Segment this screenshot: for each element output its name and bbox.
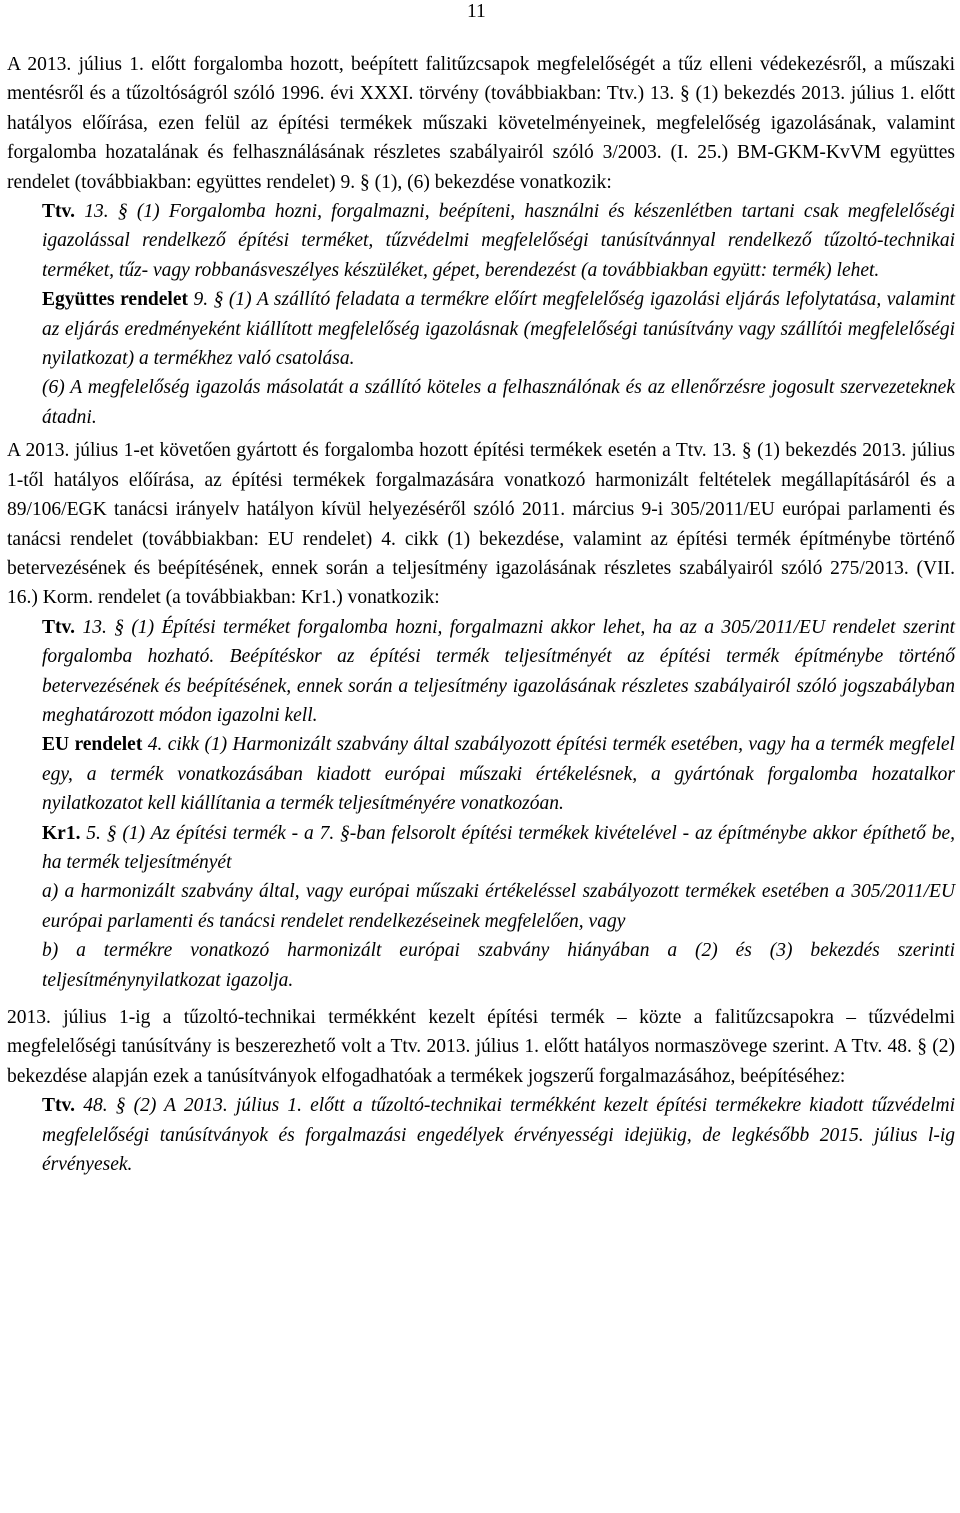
quote-text: 48. § (2) A 2013. július 1. előtt a tűzoltó-technikai termékként kezelt építési termékekre kiadott tűzvédelmi megfelelőségi tanúsítványok és forgalmazási engedélyek érvényességi idejükig, de legkésőbb 2015. július l-ig érvényesek.	[42, 1095, 955, 1176]
quote-eu-rendelet	[7, 730, 955, 818]
quote-text: 9. § (1) A szállító feladata a termékre előírt megfelelőség igazolási eljárás lefolytatása, valamint az eljárás eredményeként kiállított megfelelőség igazolásnak (megfelelőségi tanúsítvány vagy szállítói megfelelőségi nyilatkozat) a termékhez való csatolása.	[42, 289, 955, 370]
quote-source-label: EU rendelet	[42, 734, 143, 756]
quote-text: 13. § (1) Építési terméket forgalomba hozni, forgalmazni akkor lehet, ha az a 305/2011/EU rendelet szerint forgalomba hozható. Beépítéskor az építési termék teljesítményét az építési termék építménybe történő betervezésének és beépítésének, ennek során a teljesítmény igazolásának részletes szabályairól szóló jogszabályban meghatározott módon igazolni kell.	[42, 616, 955, 726]
quote-egyuttes-rendelet	[7, 285, 955, 373]
quote-ttv-13-new	[7, 613, 955, 731]
quote-egyuttes-rendelet-6: (6) A megfelelőség igazolás másolatát a szállító köteles a felhasználónak és az ellenőrzésre jogosult szervezeteknek átadni.	[42, 377, 955, 428]
paragraph-ttv-intro: A 2013. július 1. előtt forgalomba hozott, beépített falitűzcsapok megfelelőségét a tűz elleni védekezésről, a műszaki mentésről és a tűzoltóságról szóló 1996. évi XXXI. törvény (továbbiakban: Ttv.) 13. § (1) bekezdés 2013. július 1. előtt hatályos előírása, ezen felül az építési termékek műszaki követelményeinek, megfelelőség igazolásának, valamint forgalomba hozatalának és felhasználásának részletes szabályairól szóló 3/2003. (I. 25.) BM-GKM-KvVM együttes rendelet (továbbiakban: együttes rendelet) 9. § (1), (6) bekezdése vonatkozik:	[7, 54, 955, 193]
quote-text: 13. § (1) Forgalomba hozni, forgalmazni, beépíteni, használni és készenlétben tartani csak megfelelőségi igazolással rendelkező építési terméket, tűzvédelmi megfelelőségi tanúsítvánnyal rendelkező tűzoltó-technikai terméket, tűz- vagy robbanásveszélyes készüléket, gépet, berendezést (a továbbiakban együtt: termék) lehet.	[42, 201, 955, 281]
paragraph-eu-intro: A 2013. július 1-et követően gyártott és forgalomba hozott építési termékek esetén a Ttv. 13. § (1) bekezdés 2013. július 1-től hatályos előírása, az építési termékek forgalmazására vonatkozó harmonizált feltételek megállapításáról és a 89/106/EGK tanácsi irányelv hatályon kívül helyezéséről szóló 2011. március 9-i 305/2011/EU európai parlamenti és tanácsi rendelet (továbbiakban: EU rendelet) 4. cikk (1) bekezdése, valamint az építési termék építménybe történő betervezésének és beépítésének, ennek során a teljesítmény igazolásának részletes szabályairól szóló 275/2013. (VII. 16.) Korm. rendelet (a továbbiakban: Kr1.) vonatkozik:	[7, 440, 955, 609]
page-number: 11	[467, 1, 486, 22]
quote-source-label: Ttv.	[42, 1095, 76, 1117]
quote-kr1-b: b) a termékre vonatkozó harmonizált európai szabvány hiányában a (2) és (3) bekezdés szerinti teljesítménynyilatkozat igazolja.	[42, 940, 955, 991]
quote-text: 4. cikk (1) Harmonizált szabvány által szabályozott építési termék esetében, vagy ha a termék megfelel egy, a termék vonatkozásában kiadott európai műszaki értékelésnek, a gyártónak forgalomba hozatalkor nyilatkozatot kell kiállítania a termék teljesítményére vonatkozóan.	[42, 734, 955, 815]
quote-kr1	[7, 819, 955, 878]
document-body	[7, 50, 955, 1179]
quote-source-label: Kr1.	[42, 822, 81, 844]
quote-text: 5. § (1) Az építési termék - a 7. §-ban felsorolt építési termékek kivételével - az építménybe akkor építhető be, ha termék teljesítményét	[42, 822, 955, 873]
paragraph-tuzolto-intro: 2013. július 1-ig a tűzoltó-technikai termékként kezelt építési termék – közte a falitűzcsapokra – tűzvédelmi megfelelőségi tanúsítvány is beszerezhető volt a Ttv. 2013. július 1. előtt hatályos normaszövege szerint. A Ttv. 48. § (2) bekezdése alapján ezek a tanúsítványok elfogadhatóak a termékek jogszerű forgalmazásához, beépítéséhez:	[7, 1007, 955, 1087]
quote-source-label: Ttv.	[42, 201, 76, 223]
quote-source-label: Együttes rendelet	[42, 289, 188, 311]
quote-ttv-13	[7, 197, 955, 285]
quote-source-label: Ttv.	[42, 616, 76, 638]
quote-kr1-a: a) a harmonizált szabvány által, vagy európai műszaki értékeléssel szabályozott termékek esetében a 305/2011/EU európai parlamenti és tanácsi rendelet rendelkezéseinek megfelelően, vagy	[42, 881, 955, 932]
quote-ttv-48	[7, 1091, 955, 1179]
